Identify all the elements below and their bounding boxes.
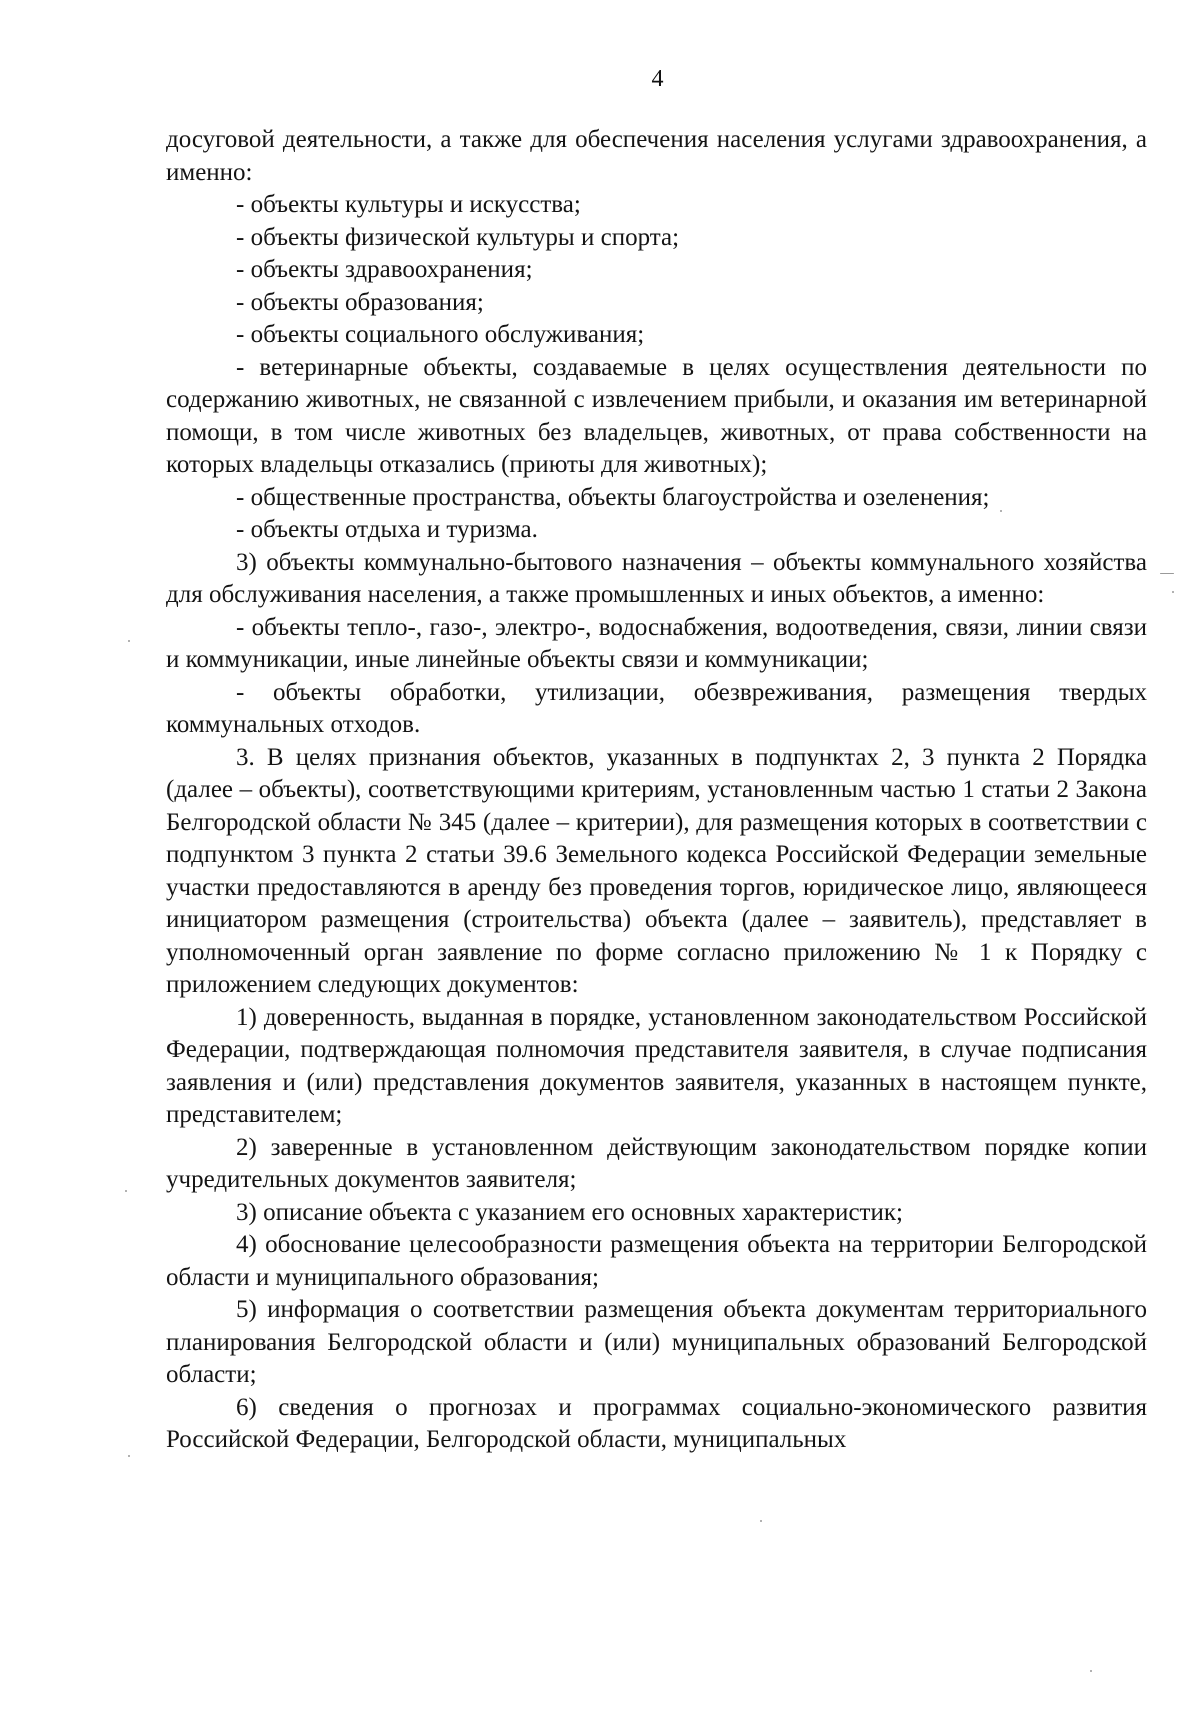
subpoint-3-communal: 3) объекты коммунально-бытового назначения – объекты коммунального хозяйства для обслуживания населения, а также промышленных и иных объектов, а именно: bbox=[166, 548, 1147, 608]
list-item-public-spaces: - общественные пространства, объекты благоустройства и озеленения; bbox=[236, 483, 990, 511]
list-item-waste: - объекты обработки, утилизации, обезвреживания, размещения твердых коммунальных отходов. bbox=[166, 678, 1147, 738]
list-item-recreation: - объекты отдыха и туризма. bbox=[236, 516, 538, 543]
doc-item-1: 1) доверенность, выданная в порядке, установленном законодательством Российской Федерации, подтверждающая полномочия представителя заявителя, в случае подписания заявления и (или) представления документов заявителя, указанных в настоящем пункте, представителем; bbox=[166, 1003, 1147, 1128]
doc-item-4: 4) обоснование целесообразности размещения объекта на территории Белгородской области и муниципального образования; bbox=[166, 1231, 1147, 1291]
doc-item-3: 3) описание объекта с указанием его основных характеристик; bbox=[236, 1198, 903, 1226]
list-item-social-service: - объекты социального обслуживания; bbox=[236, 321, 645, 348]
list-item-healthcare: - объекты здравоохранения; bbox=[236, 256, 533, 283]
paragraph-continuation: досуговой деятельности, а также для обеспечения населения услугами здравоохранения, а именно: bbox=[166, 126, 1147, 186]
doc-item-6: 6) сведения о прогнозах и программах социально-экономического развития Российской Федерации, Белгородской области, муниципальных bbox=[166, 1393, 1147, 1453]
list-item-sport: - объекты физической культуры и спорта; bbox=[236, 223, 680, 251]
list-item-veterinary: - ветеринарные объекты, создаваемые в целях осуществления деятельности по содержанию животных, не связанной с извлечением прибыли, и оказания им ветеринарной помощи, в том числе животных без владельцев, животных, от права собственности на которых владельцы отказались (приюты для животных); bbox=[166, 353, 1147, 478]
point-3-paragraph: 3. В целях признания объектов, указанных в подпунктах 2, 3 пункта 2 Порядка (далее – объекты), соответствующими критериям, установленным частью 1 статьи 2 Закона Белгородской области № 345 (далее – критерии), для размещения которых в соответствии с подпунктом 3 пункта 2 статьи 39.6 Земельного кодекса Российской Федерации земельные участки предоставляются в аренду без проведения торгов, юридическое лицо, являющееся инициатором размещения (строительства) объекта (далее – заявитель), представляет в уполномоченный орган заявление по форме согласно приложению № 1 к Порядку с приложением следующих документов: bbox=[166, 743, 1147, 998]
doc-item-2: 2) заверенные в установленном действующим законодательством порядке копии учредительных документов заявителя; bbox=[166, 1133, 1147, 1193]
page-number: 4 bbox=[651, 66, 664, 92]
list-item-education: - объекты образования; bbox=[236, 288, 484, 316]
doc-item-5: 5) информация о соответствии размещения объекта документам территориального планирования Белгородской области и (или) муниципальных образований Белгородской области; bbox=[166, 1296, 1147, 1388]
list-item-utilities: - объекты тепло-, газо-, электро-, водоснабжения, водоотведения, связи, линии связи и коммуникации, иные линейные объекты связи и коммуникации; bbox=[166, 613, 1147, 673]
document-body bbox=[166, 124, 1147, 1457]
list-item-culture: - объекты культуры и искусства; bbox=[236, 191, 581, 218]
